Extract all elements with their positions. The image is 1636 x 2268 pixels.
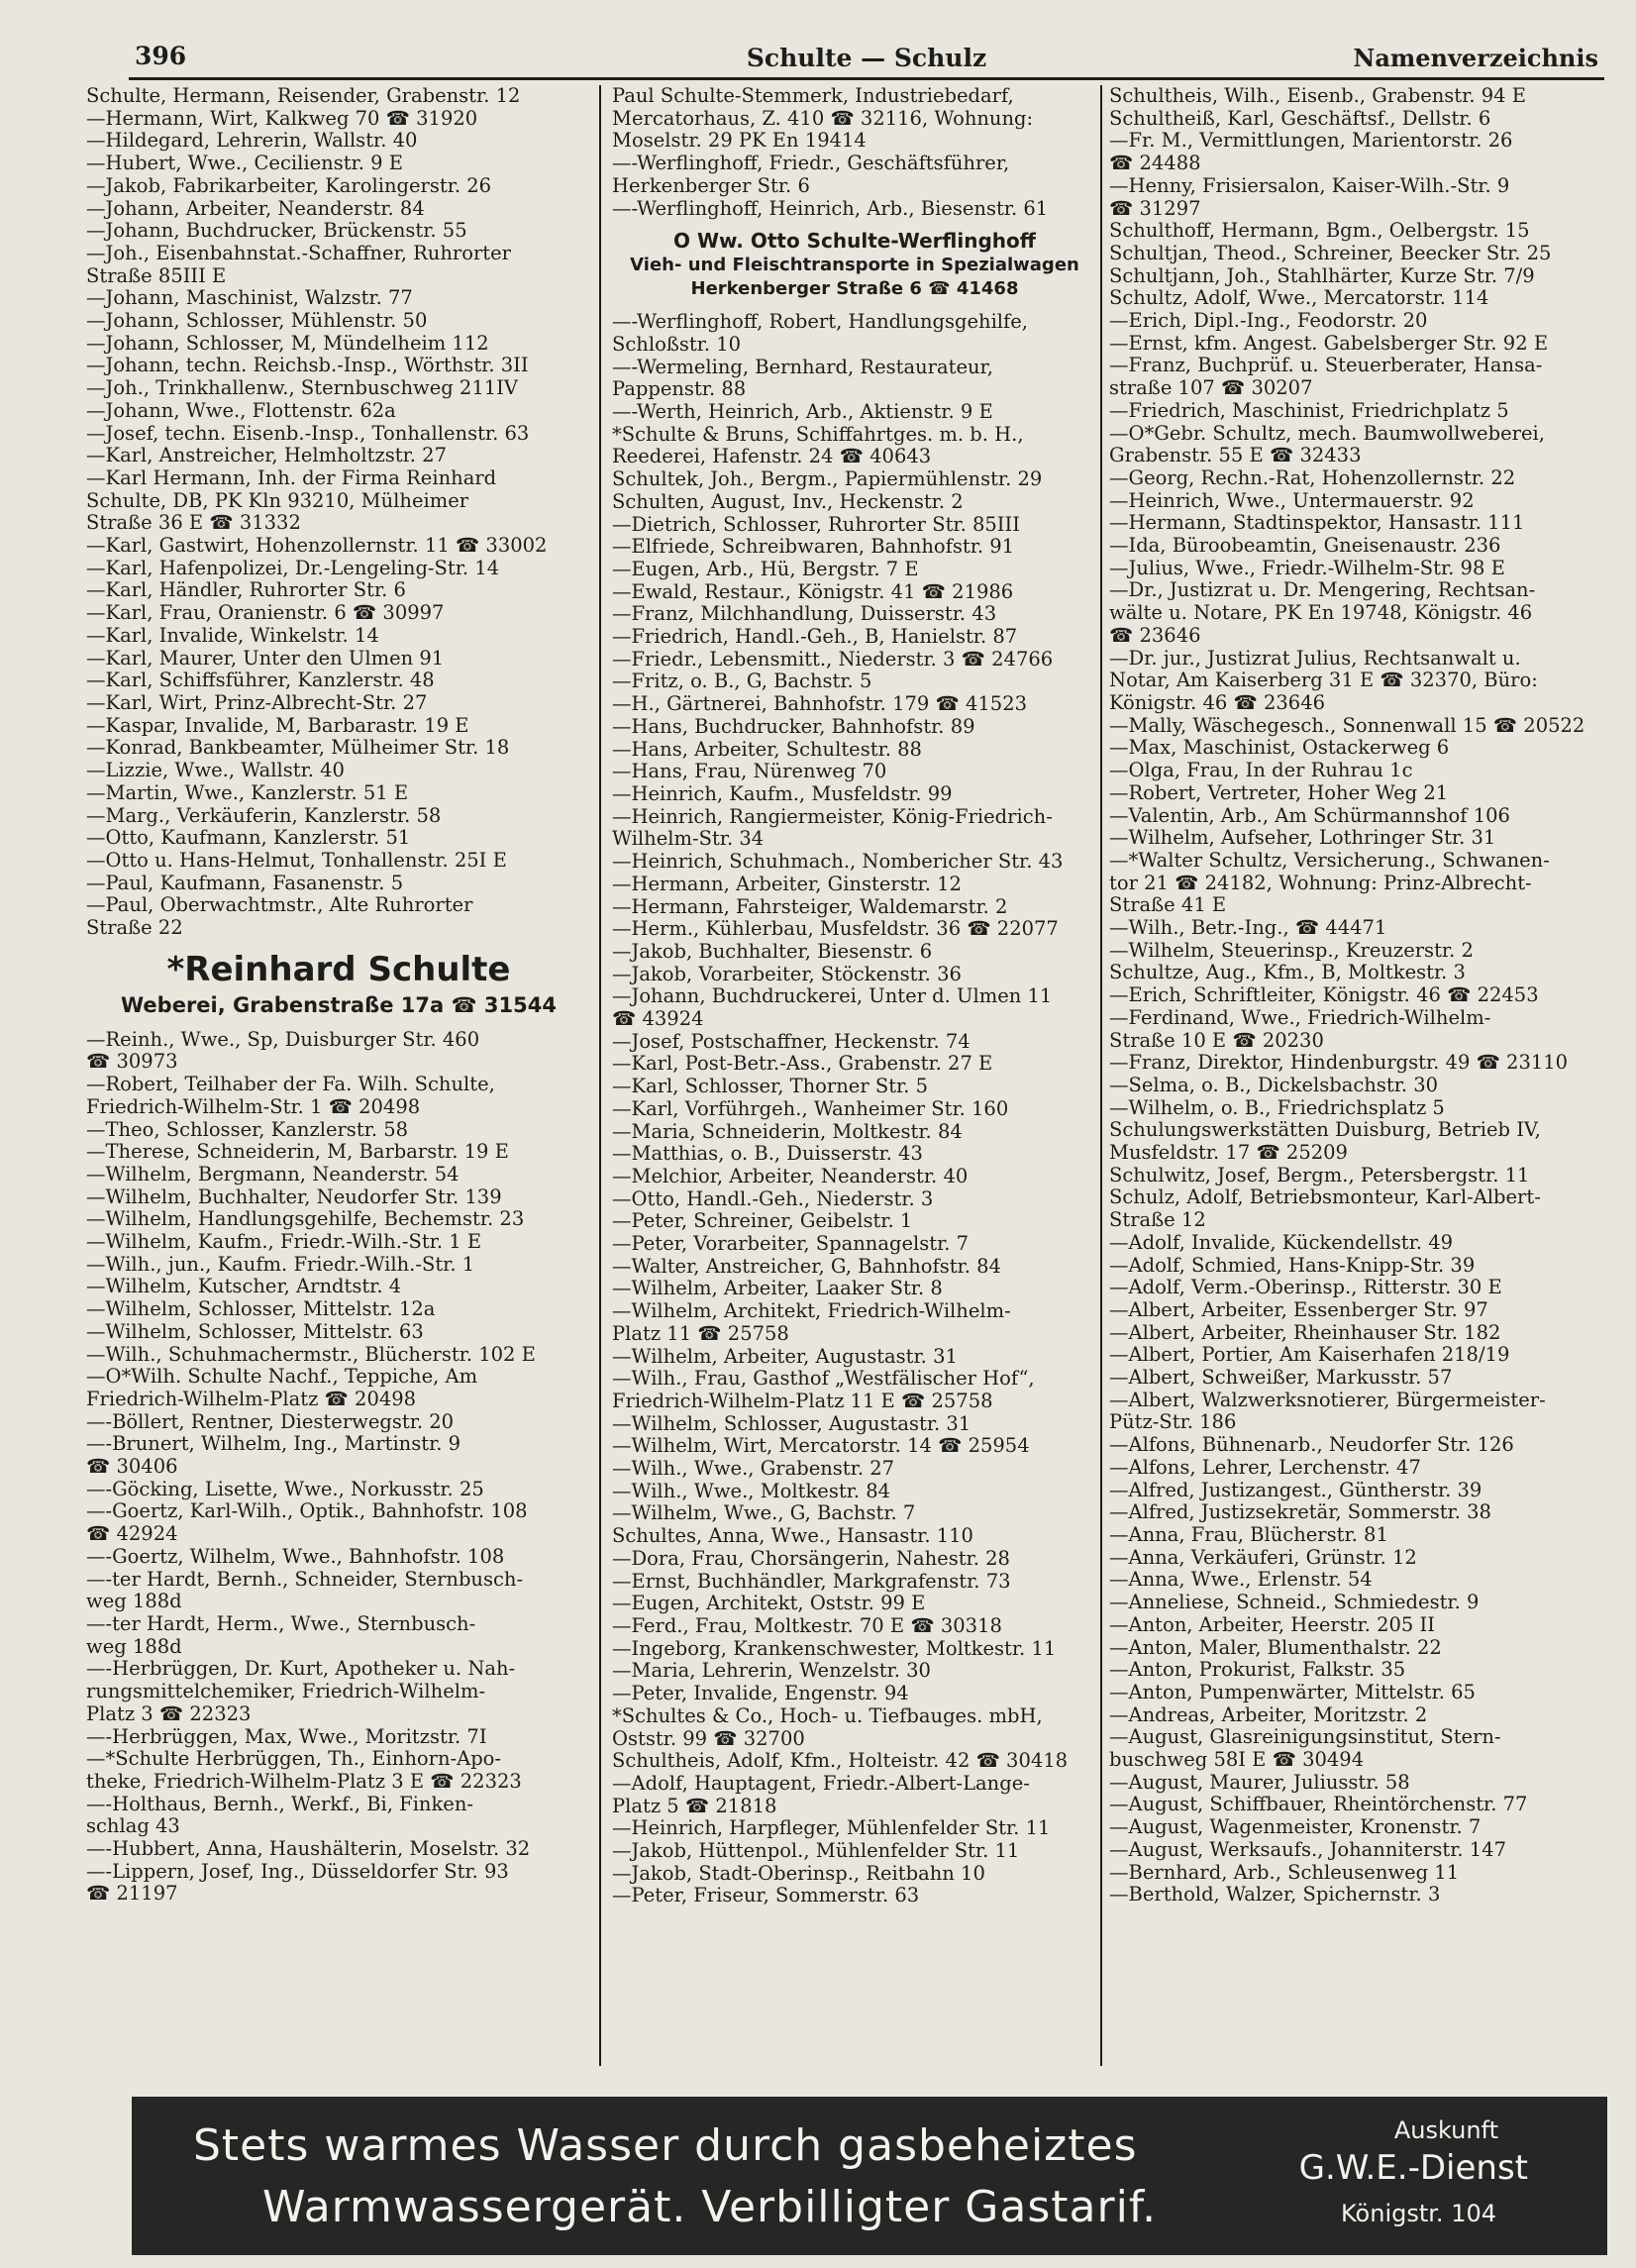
directory-entry-line: —Therese, Schneiderin, M, Barbarstr. 19 E [86,1141,509,1164]
directory-entry-line: —Ingeborg, Krankenschwester, Moltkestr. 11 [612,1637,1057,1660]
directory-entry-line: —Wilhelm, Arbeiter, Augustastr. 31 [612,1345,958,1368]
banner-line-1: Stets warmes Wasser durch gasbeheiztes [193,2120,1138,2171]
directory-entry-line: —Johann, Arbeiter, Neanderstr. 84 [86,197,425,220]
directory-entry-line: tor 21 ☎ 24182, Wohnung: Prinz-Albrecht- [1109,872,1532,894]
directory-entry-line: Friedrich-Wilhelm-Platz 11 E ☎ 25758 [612,1390,993,1412]
directory-entry-line: —Jakob, Buchhalter, Biesenstr. 6 [612,940,933,963]
directory-entry-line: —Albert, Portier, Am Kaiserhafen 218/19 [1109,1344,1510,1367]
directory-entry-line: —Franz, Milchhandlung, Duisserstr. 43 [612,603,997,626]
banner-service-name: G.W.E.-Dienst [1298,2148,1528,2188]
directory-entry-line: —Hans, Frau, Nürenweg 70 [612,761,887,783]
directory-entry-line: ☎ 42924 [86,1523,178,1546]
directory-entry-line: —Paul, Kaufmann, Fasanenstr. 5 [86,872,404,894]
column-1 [86,85,591,2066]
directory-entry-line: —-Brunert, Wilhelm, Ing., Martinstr. 9 [86,1433,461,1456]
directory-entry-line: —Wilhelm, Handlungsgehilfe, Bechemstr. 23 [86,1208,525,1231]
ad-address: Herkenberger Straße 6 ☎ 41468 [690,278,1019,300]
directory-entry-line: —Heinrich, Rangiermeister, König-Friedrich- [612,805,1053,828]
directory-entry-line: —Franz, Direktor, Hindenburgstr. 49 ☎ 23110 [1109,1052,1569,1075]
directory-entry-line: —Anton, Arbeiter, Heerstr. 205 II [1109,1613,1435,1636]
directory-entry-line: Platz 11 ☎ 25758 [612,1322,789,1345]
directory-entry-line: —Alfred, Justizsekretär, Sommerstr. 38 [1109,1501,1491,1524]
directory-entry-line: —Ida, Büroobeamtin, Gneisenaustr. 236 [1109,535,1501,558]
directory-entry-line: ☎ 24488 [1109,153,1201,175]
directory-entry-line: —Hans, Buchdrucker, Bahnhofstr. 89 [612,715,975,738]
directory-entry-line: Platz 3 ☎ 22323 [86,1702,252,1725]
banner-line-2: Warmwassergerät. Verbilligter Gastarif. [262,2182,1158,2232]
directory-entry-line: —Wilhelm, Aufseher, Lothringer Str. 31 [1109,827,1496,850]
directory-entry-line: —Johann, Schlosser, Mühlenstr. 50 [86,310,428,333]
directory-entry-line: —Karl, Frau, Oranienstr. 6 ☎ 30997 [86,602,445,625]
directory-entry-line: ☎ 23646 [1109,624,1201,647]
directory-entry-line: —Wilhelm, Schlosser, Augustastr. 31 [612,1412,971,1435]
directory-entry-line: —Anton, Maler, Blumenthalstr. 22 [1109,1636,1442,1659]
directory-entry-line: —Robert, Teilhaber der Fa. Wilh. Schulte, [86,1074,495,1096]
directory-entry-line: Reederei, Hafenstr. 24 ☎ 40643 [612,446,932,468]
directory-entry-line: —Jakob, Fabrikarbeiter, Karolingerstr. 26 [86,174,492,197]
directory-entry-line: —Franz, Buchprüf. u. Steuerberater, Hansa- [1109,355,1543,377]
directory-entry-line: —Peter, Friseur, Sommerstr. 63 [612,1885,920,1907]
directory-entry-line: —Karl, Schlosser, Thorner Str. 5 [612,1076,929,1098]
ad-business: Vieh- und Fleischtransporte in Spezialwagen [630,255,1079,276]
directory-entry-line: Straße 36 E ☎ 31332 [86,512,301,535]
directory-entry-line: —Marg., Verkäuferin, Kanzlerstr. 58 [86,804,442,827]
directory-entry-line: —August, Maurer, Juliusstr. 58 [1109,1771,1410,1794]
ad-company-name: O Ww. Otto Schulte-Werflinghoff [673,229,1036,254]
directory-entry-line: —Karl, Schiffsführer, Kanzlerstr. 48 [86,670,435,692]
directory-entry-line: —Adolf, Hauptagent, Friedr.-Albert-Lange- [612,1772,1030,1795]
directory-entry-line: —-Goertz, Wilhelm, Wwe., Bahnhofstr. 108 [86,1545,505,1568]
gas-advertisement-banner [132,2097,1607,2255]
directory-entry-line: Wilhelm-Str. 34 [612,828,765,851]
directory-entry-line: —Friedrich, Maschinist, Friedrichplatz 5 [1109,399,1509,422]
directory-entry-line: —Peter, Vorarbeiter, Spannagelstr. 7 [612,1233,970,1256]
directory-entry-line: —Jakob, Vorarbeiter, Stöckenstr. 36 [612,963,962,985]
directory-entry-line: —Hermann, Stadtinspektor, Hansastr. 111 [1109,512,1525,535]
directory-entry-line: *Schultes & Co., Hoch- u. Tiefbauges. mbH, [612,1704,1043,1727]
ad-company-name: *Reinhard Schulte [166,949,511,989]
directory-entry-line: —Heinrich, Harpfleger, Mühlenfelder Str. 11 [612,1817,1051,1840]
directory-entry-line: Straße 12 [1109,1209,1206,1232]
directory-entry-line: —Wilhelm, Wirt, Mercatorstr. 14 ☎ 25954 [612,1435,1030,1458]
directory-entry-line: —Albert, Schweißer, Markusstr. 57 [1109,1367,1453,1390]
banner-info-label: Auskunft [1393,2116,1498,2144]
directory-entry-line: —O*Wilh. Schulte Nachf., Teppiche, Am [86,1366,478,1389]
directory-entry-line: —Maria, Schneiderin, Moltkestr. 84 [612,1120,963,1143]
directory-entry-line: —Ewald, Restaur., Königstr. 41 ☎ 21986 [612,580,1014,603]
directory-entry-line: —Karl, Anstreicher, Helmholtzstr. 27 [86,445,447,467]
page-header [129,38,1604,80]
directory-entry-line: —Heinrich, Kaufm., Musfeldstr. 99 [612,782,953,805]
directory-entry-line: —Bernhard, Arb., Schleusenweg 11 [1109,1861,1460,1884]
directory-entry-line: ☎ 30973 [86,1051,178,1074]
directory-entry-line: —Jakob, Stadt-Oberinsp., Reitbahn 10 [612,1862,985,1885]
page-center-title: Schulte — Schulz [746,44,987,72]
directory-entry-line: —Walter, Anstreicher, G, Bahnhofstr. 84 [612,1255,1001,1278]
directory-entry-line: Pappenstr. 88 [612,378,747,401]
directory-entry-line: —Ernst, kfm. Angest. Gabelsberger Str. 92 E [1109,332,1549,355]
directory-entry-line: Schultz, Adolf, Wwe., Mercatorstr. 114 [1109,287,1489,310]
directory-entry-line: Schultes, Anna, Wwe., Hansastr. 110 [612,1525,973,1548]
directory-entry-line: Schultjann, Joh., Stahlhärter, Kurze Str. 7/9 [1109,264,1535,287]
directory-entry-line: —Erich, Schriftleiter, Königstr. 46 ☎ 22453 [1109,984,1539,1007]
directory-entry-line: —Wilhelm, Steuerinsp., Kreuzerstr. 2 [1109,939,1474,962]
directory-entry-line: —-Werth, Heinrich, Arb., Aktienstr. 9 E [612,401,993,424]
directory-entry-line: —Robert, Vertreter, Hoher Weg 21 [1109,781,1449,804]
directory-entry-line: —Peter, Schreiner, Geibelstr. 1 [612,1210,913,1233]
directory-entry-line: —-ter Hardt, Bernh., Schneider, Sternbusch- [86,1568,524,1591]
directory-entry-line: —Wilh., Frau, Gasthof „Westfälischer Hof“, [612,1368,1035,1391]
directory-entry-line: Platz 5 ☎ 21818 [612,1795,777,1817]
directory-entry-line: —Jakob, Hüttenpol., Mühlenfelder Str. 11 [612,1840,1020,1863]
page-number: 396 [135,42,187,70]
directory-entry-line: —Hildegard, Lehrerin, Wallstr. 40 [86,130,418,153]
directory-entry-line: —Berthold, Walzer, Spichernstr. 3 [1109,1884,1441,1907]
directory-entry-line: —Karl, Maurer, Unter den Ulmen 91 [86,647,445,670]
directory-entry-line: —Alfons, Bühnenarb., Neudorfer Str. 126 [1109,1434,1514,1457]
directory-entry-line: —Johann, Buchdrucker, Brückenstr. 55 [86,220,467,243]
directory-entry-line: —H., Gärtnerei, Bahnhofstr. 179 ☎ 41523 [612,693,1028,716]
directory-entry-line: —Albert, Arbeiter, Essenberger Str. 97 [1109,1298,1488,1321]
directory-entry-line: theke, Friedrich-Wilhelm-Platz 3 E ☎ 22323 [86,1770,522,1793]
directory-entry-line: —Adolf, Invalide, Kückendellstr. 49 [1109,1231,1454,1254]
directory-entry-line: —Hermann, Arbeiter, Ginsterstr. 12 [612,873,962,895]
directory-entry-line: Paul Schulte-Stemmerk, Industriebedarf, [612,85,1014,107]
directory-entry-line: weg 188d [86,1635,182,1658]
directory-entry-line: —Heinrich, Schuhmach., Nombericher Str. 43 [612,851,1064,874]
directory-entry-line: ☎ 43924 [612,1008,704,1031]
directory-entry-line: schlag 43 [86,1815,180,1838]
directory-entry-line: —Otto, Kaufmann, Kanzlerstr. 51 [86,827,411,850]
directory-entry-line: —Albert, Walzwerksnotierer, Bürgermeister- [1109,1389,1546,1411]
directory-entry-line: —Melchior, Arbeiter, Neanderstr. 40 [612,1165,969,1187]
directory-entry-line: —Wilhelm, o. B., Friedrichsplatz 5 [1109,1096,1445,1119]
directory-entry-line: —Martin, Wwe., Kanzlerstr. 51 E [86,781,409,804]
directory-entry-line: Straße 85III E [86,264,227,287]
directory-entry-line: —Johann, Schlosser, M, Mündelheim 112 [86,332,489,355]
directory-entry-line: —Wilhelm, Schlosser, Mittelstr. 12a [86,1298,436,1321]
directory-entry-line: —-Wermeling, Bernhard, Restaurateur, [612,356,993,378]
column-divider [1100,85,1102,2066]
directory-entry-line: —August, Glasreinigungsinstitut, Stern- [1109,1726,1501,1749]
directory-entry-line: —Johann, Wwe., Flottenstr. 62a [86,399,396,422]
directory-entry-line: —-Werflinghoff, Robert, Handlungsgehilfe, [612,311,1029,334]
directory-entry-line: Schultze, Aug., Kfm., B, Moltkestr. 3 [1109,962,1466,984]
directory-entry-line: —-Hubbert, Anna, Haushälterin, Moselstr. 32 [86,1838,531,1861]
directory-entry-line: —Ferd., Frau, Moltkestr. 70 E ☎ 30318 [612,1615,1002,1637]
directory-entry-line: —Maria, Lehrerin, Wenzelstr. 30 [612,1660,931,1683]
directory-entry-line: —August, Werksaufs., Johanniterstr. 147 [1109,1838,1506,1861]
directory-entry-line: ☎ 31297 [1109,197,1201,220]
directory-entry-line: —Ferdinand, Wwe., Friedrich-Wilhelm- [1109,1006,1491,1029]
directory-entry-line: ☎ 30406 [86,1456,178,1479]
directory-entry-line: —-ter Hardt, Herm., Wwe., Sternbusch- [86,1613,476,1635]
directory-entry-line: —Josef, Postschaffner, Heckenstr. 74 [612,1030,971,1053]
directory-entry-line: —Karl, Vorführgeh., Wanheimer Str. 160 [612,1097,1009,1120]
directory-entry-line: —Karl, Hafenpolizei, Dr.-Lengeling-Str. 14 [86,557,500,579]
directory-entry-line: —Karl Hermann, Inh. der Firma Reinhard [86,466,497,489]
directory-entry-line: —Anneliese, Schneid., Schmiedestr. 9 [1109,1592,1480,1614]
schulte-werflinghoff-ad [612,228,1097,301]
directory-entry-line: —Wilhelm, Arbeiter, Laaker Str. 8 [612,1278,943,1300]
directory-entry-line: —Wilhelm, Architekt, Friedrich-Wilhelm- [612,1300,1011,1323]
directory-entry-line: Schulte, Hermann, Reisender, Grabenstr. 12 [86,85,521,107]
reinhard-schulte-ad [86,948,591,1019]
directory-entry-line: —Otto u. Hans-Helmut, Tonhallenstr. 25I E [86,849,507,872]
directory-entry-line: Schulungswerkstätten Duisburg, Betrieb IV, [1109,1119,1541,1142]
directory-entry-line: —Wilhelm, Buchhalter, Neudorfer Str. 139 [86,1186,502,1208]
directory-entry-line: —Wilhelm, Kutscher, Arndtstr. 4 [86,1276,402,1298]
directory-entry-line: Schultheis, Wilh., Eisenb., Grabenstr. 94 E [1109,85,1526,107]
directory-entry-line: —Dr. jur., Justizrat Julius, Rechtsanwalt u. [1109,647,1521,670]
directory-entry-line: —Dietrich, Schlosser, Ruhrorter Str. 85III [612,513,1020,536]
directory-entry-line: —Andreas, Arbeiter, Moritzstr. 2 [1109,1703,1428,1726]
directory-entry-line: —Matthias, o. B., Duisserstr. 43 [612,1143,923,1166]
directory-entry-line: —Adolf, Schmied, Hans-Knipp-Str. 39 [1109,1254,1476,1277]
directory-entry-line: —Erich, Dipl.-Ing., Feodorstr. 20 [1109,310,1428,333]
directory-entry-line: —August, Schiffbauer, Rheintörchenstr. 77 [1109,1794,1528,1816]
directory-entry-line: —Karl, Gastwirt, Hohenzollernstr. 11 ☎ 33002 [86,535,548,558]
directory-entry-line: —Johann, Maschinist, Walzstr. 77 [86,287,413,310]
directory-entry-line: —Eugen, Architekt, Oststr. 99 E [612,1593,926,1615]
directory-entry-line: —Peter, Invalide, Engenstr. 94 [612,1683,909,1705]
directory-entry-line: —Karl, Invalide, Winkelstr. 14 [86,624,379,647]
directory-entry-line: —Anna, Frau, Blücherstr. 81 [1109,1524,1388,1546]
directory-entry-line: —Wilh., Schuhmachermstr., Blücherstr. 102 E [86,1343,536,1366]
directory-entry-line: —Fr. M., Vermittlungen, Marientorstr. 26 [1109,130,1513,153]
ad-address: Weberei, Grabenstraße 17a ☎ 31544 [121,992,557,1017]
directory-entry-line: —-Herbrüggen, Max, Wwe., Moritzstr. 7I [86,1725,487,1748]
column-3 [1109,85,1614,2066]
directory-entry-line: —Herm., Kühlerbau, Musfeldstr. 36 ☎ 22077 [612,918,1059,941]
directory-entry-line: Friedrich-Wilhelm-Platz ☎ 20498 [86,1388,417,1410]
directory-entry-line: —Alfons, Lehrer, Lerchenstr. 47 [1109,1456,1421,1479]
directory-entry-line: —Wilh., Betr.-Ing., ☎ 44471 [1109,917,1387,940]
directory-entry-line: —*Schulte Herbrüggen, Th., Einhorn-Apo- [86,1748,502,1771]
directory-entry-line: Schloßstr. 10 [612,333,742,356]
directory-entry-line: —Wilh., Wwe., Grabenstr. 27 [612,1458,895,1481]
directory-entry-line: Schultek, Joh., Bergm., Papiermühlenstr. 29 [612,468,1043,491]
directory-entry-line: —Reinh., Wwe., Sp, Duisburger Str. 460 [86,1028,480,1051]
directory-entry-line: Mercatorhaus, Z. 410 ☎ 32116, Wohnung: [612,107,1034,130]
directory-entry-line: —Adolf, Verm.-Oberinsp., Ritterstr. 30 E [1109,1277,1502,1299]
directory-entry-line: —Dr., Justizrat u. Dr. Mengering, Rechtsan- [1109,579,1536,602]
directory-entry-line: Friedrich-Wilhelm-Str. 1 ☎ 20498 [86,1095,421,1118]
directory-entry-line: —Selma, o. B., Dickelsbachstr. 30 [1109,1074,1439,1096]
directory-entry-line: —Heinrich, Wwe., Untermauerstr. 92 [1109,489,1475,512]
directory-entry-line: —-Göcking, Lisette, Wwe., Norkusstr. 25 [86,1478,484,1500]
directory-entry-line: —Friedrich, Handl.-Geh., B, Hanielstr. 87 [612,626,1018,649]
directory-entry-line: Königstr. 46 ☎ 23646 [1109,691,1326,714]
directory-entry-line: Straße 22 [86,917,183,940]
directory-entry-line: weg 188d [86,1591,182,1613]
directory-entry-line: Pütz-Str. 186 [1109,1411,1237,1434]
directory-entry-line: Schulz, Adolf, Betriebsmonteur, Karl-Albert- [1109,1186,1541,1209]
directory-entry-line: —Theo, Schlosser, Kanzlerstr. 58 [86,1118,409,1141]
directory-entry-line: —-Lippern, Josef, Ing., Düsseldorfer Str. 93 [86,1860,509,1883]
directory-entry-line: —-Herbrüggen, Dr. Kurt, Apotheker u. Nah- [86,1658,516,1681]
directory-entry-line: —Wilhelm, Schlosser, Mittelstr. 63 [86,1320,424,1343]
directory-entry-line: —Konrad, Bankbeamter, Mülheimer Str. 18 [86,737,510,760]
column-divider [599,85,601,2066]
directory-entry-line: Schulten, August, Inv., Heckenstr. 2 [612,490,964,513]
directory-entry-line: Straße 41 E [1109,894,1227,917]
directory-entry-line: Straße 10 E ☎ 20230 [1109,1029,1324,1052]
directory-entry-line: —*Walter Schultz, Versicherung., Schwanen- [1109,849,1550,872]
directory-entry-line: —Otto, Handl.-Geh., Niederstr. 3 [612,1187,934,1210]
directory-entry-line: buschweg 58I E ☎ 30494 [1109,1749,1365,1772]
directory-entry-line: —Anton, Prokurist, Falkstr. 35 [1109,1659,1406,1682]
directory-entry-line: —-Böllert, Rentner, Diesterwegstr. 20 [86,1410,455,1433]
directory-entry-line: —Olga, Frau, In der Ruhrau 1c [1109,760,1413,782]
directory-entry-line: —-Werflinghoff, Heinrich, Arb., Biesenstr. 61 [612,197,1049,220]
directory-entry-line: —Anna, Wwe., Erlenstr. 54 [1109,1569,1373,1592]
directory-entry-line: —Wilh., Wwe., Moltkestr. 84 [612,1480,891,1502]
directory-entry-line: Schulthoff, Hermann, Bgm., Oelbergstr. 15 [1109,220,1530,243]
directory-entry-line: —Wilh., jun., Kaufm. Friedr.-Wilh.-Str. 1 [86,1253,475,1276]
directory-entry-line: Moselstr. 29 PK En 19414 [612,130,867,153]
directory-entry-line: —Valentin, Arb., Am Schürmannshof 106 [1109,804,1510,827]
directory-entry-line: —-Goertz, Karl-Wilh., Optik., Bahnhofstr. 108 [86,1500,528,1523]
directory-entry-line: —August, Wagenmeister, Kronenstr. 7 [1109,1816,1482,1839]
directory-entry-line: —Hans, Arbeiter, Schultestr. 88 [612,738,922,761]
banner-service-address: Königstr. 104 [1341,2200,1496,2227]
directory-entry-line: wälte u. Notare, PK En 19748, Königstr. 46 [1109,602,1533,625]
directory-entry-line: —Karl, Händler, Ruhrorter Str. 6 [86,579,406,602]
directory-entry-line: Schulwitz, Josef, Bergm., Petersbergstr. 11 [1109,1164,1530,1186]
directory-entry-line: —Josef, techn. Eisenb.-Insp., Tonhallenstr. 63 [86,422,530,445]
directory-entry-line: —Kaspar, Invalide, M, Barbarastr. 19 E [86,714,469,737]
directory-entry-line: —Friedr., Lebensmitt., Niederstr. 3 ☎ 24766 [612,648,1054,670]
directory-entry-line: —Johann, techn. Reichsb.-Insp., Wörthstr. 3II [86,355,529,377]
directory-entry-line: —Hermann, Fahrsteiger, Waldemarstr. 2 [612,895,1008,918]
directory-entry-line: —Wilhelm, Wwe., G, Bachstr. 7 [612,1502,916,1525]
directory-entry-line: —Anton, Pumpenwärter, Mittelstr. 65 [1109,1681,1476,1703]
directory-entry-line: —-Werflinghoff, Friedr., Geschäftsführer, [612,153,1010,175]
directory-entry-line: Schultjan, Theod., Schreiner, Beecker Str. 25 [1109,242,1552,264]
directory-entry-line: —Joh., Eisenbahnstat.-Schaffner, Ruhrorter [86,242,511,264]
directory-entry-line: —Eugen, Arb., Hü, Bergstr. 7 E [612,558,919,580]
directory-entry-line: Schultheis, Adolf, Kfm., Holteistr. 42 ☎ 30418 [612,1750,1069,1773]
directory-entry-line: —Fritz, o. B., G, Bachstr. 5 [612,670,872,693]
directory-entry-line: —Karl, Post-Betr.-Ass., Grabenstr. 27 E [612,1053,993,1076]
directory-entry-line: rungsmittelchemiker, Friedrich-Wilhelm- [86,1681,486,1703]
directory-entry-line: —Lizzie, Wwe., Wallstr. 40 [86,760,345,782]
directory-entry-line: —Hermann, Wirt, Kalkweg 70 ☎ 31920 [86,107,478,130]
directory-entry-line: Herkenberger Str. 6 [612,174,810,197]
directory-entry-line: Schulte, DB, PK Kln 93210, Mülheimer [86,489,469,512]
directory-entry-line: —Wilhelm, Kaufm., Friedr.-Wilh.-Str. 1 E [86,1231,482,1254]
directory-entry-line: —Mally, Wäschegesch., Sonnenwall 15 ☎ 20522 [1109,714,1585,737]
directory-entry-line: —Ernst, Buchhändler, Markgrafenstr. 73 [612,1570,1011,1593]
page-right-title: Namenverzeichnis [1353,44,1598,72]
directory-entry-line: Musfeldstr. 17 ☎ 25209 [1109,1142,1348,1165]
directory-entry-line: Grabenstr. 55 E ☎ 32433 [1109,445,1362,467]
directory-entry-line: —Dora, Frau, Chorsängerin, Nahestr. 28 [612,1547,1010,1570]
directory-entry-line: ☎ 21197 [86,1883,178,1906]
directory-entry-line: —Max, Maschinist, Ostackerweg 6 [1109,737,1450,760]
directory-entry-line: —Anna, Verkäuferi, Grünstr. 12 [1109,1546,1417,1569]
directory-entry-line: —Georg, Rechn.-Rat, Hohenzollernstr. 22 [1109,466,1516,489]
directory-entry-line: Oststr. 99 ☎ 32700 [612,1727,805,1750]
directory-entry-line: *Schulte & Bruns, Schiffahrtges. m. b. H., [612,423,1024,446]
directory-entry-line: Schultheiß, Karl, Geschäftsf., Dellstr. 6 [1109,107,1491,130]
directory-entry-line: —-Holthaus, Bernh., Werkf., Bi, Finken- [86,1793,473,1815]
directory-entry-line: Notar, Am Kaiserberg 31 E ☎ 32370, Büro: [1109,670,1538,692]
directory-entry-line: —Paul, Oberwachtmstr., Alte Ruhrorter [86,894,473,917]
directory-entry-line: —Julius, Wwe., Friedr.-Wilhelm-Str. 98 E [1109,557,1505,579]
directory-entry-line: straße 107 ☎ 30207 [1109,377,1313,400]
directory-entry-line: —Alfred, Justizangest., Güntherstr. 39 [1109,1479,1483,1501]
directory-entry-line: —Johann, Buchdruckerei, Unter d. Ulmen 11 [612,985,1053,1008]
directory-entry-line: —Albert, Arbeiter, Rheinhauser Str. 182 [1109,1321,1501,1344]
directory-entry-line: —Elfriede, Schreibwaren, Bahnhofstr. 91 [612,536,1015,559]
directory-entry-line: —Henny, Frisiersalon, Kaiser-Wilh.-Str. 9 [1109,174,1510,197]
directory-entry-line: —Wilhelm, Bergmann, Neanderstr. 54 [86,1163,460,1186]
directory-entry-line: —Hubert, Wwe., Cecilienstr. 9 E [86,153,403,175]
column-2 [612,85,1097,2066]
directory-entry-line: —Joh., Trinkhallenw., Sternbuschweg 211IV [86,377,518,400]
directory-entry-line: —Karl, Wirt, Prinz-Albrecht-Str. 27 [86,691,428,714]
directory-entry-line: —O*Gebr. Schultz, mech. Baumwollweberei, [1109,422,1545,445]
